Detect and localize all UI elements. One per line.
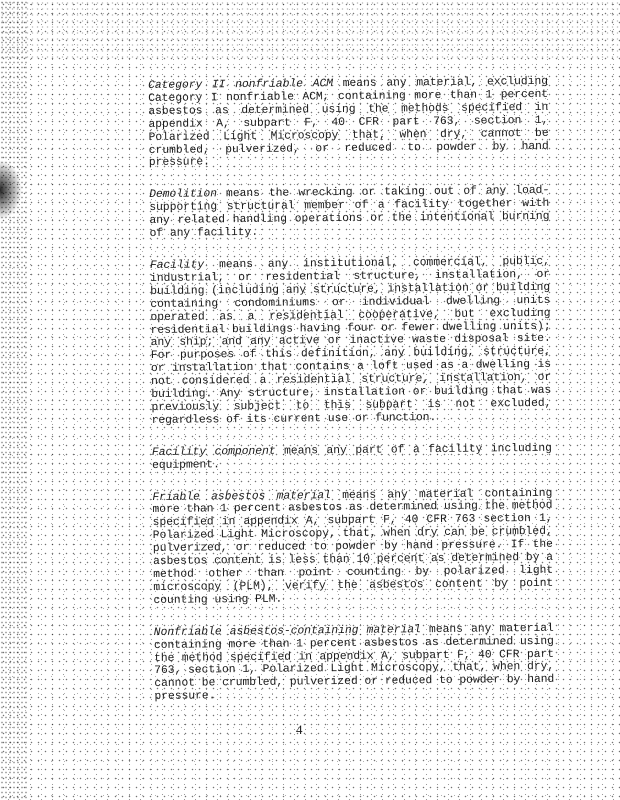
definitions-body xyxy=(148,76,555,723)
definition-text: means the wrecking or taking out of any load-supporting structural member of a facility together with any related handling operations or the intentional burning of any facility. xyxy=(149,185,550,241)
definition-text: means any material, excluding Category I nonfriable ACM, containing more than 1 percent asbestos as determined using the methods specified in appendix A, subpart F, 40 CFR part 763, section 1, Polarized Light Microscopy that, when dry, cannot be crumbled, pulverized, or reduced to powder by hand pressure. xyxy=(148,75,549,170)
definition-paragraph xyxy=(154,623,555,705)
definition-text: means any material containing more than 1 percent asbestos as determined using the method specified in appendix A, subpart F, 40 CFR part 763, section 1, Polarized Light Microscopy, that, when dry, cannot be crumbled, pulverized or reduced to powder by hand pressure. xyxy=(153,622,555,704)
definition-term: Friable asbestos material xyxy=(152,489,331,504)
scan-smudge xyxy=(0,160,22,220)
definition-paragraph xyxy=(150,256,552,428)
page-number: 4 xyxy=(296,722,303,737)
definition-paragraph xyxy=(152,443,552,473)
definition-term: Facility component xyxy=(151,445,276,459)
definition-paragraph xyxy=(149,185,550,241)
definition-text: means any institutional, commercial, public, industrial, or residential structure, installation, or building (including any structure, installation or building containing condominiums or individual dwelling units operated as a residential cooperative, but excluding residential buildings having four or fewer dwelling units); any ship; and any active or inactive waste disposal site. For purposes of this definition, any building, structure, or installation that contains a loft used as a dwelling is not considered a residential structure, installation, or building. Any structure, installation or building that was previously subject to this subpart is not excluded, regardless of its current use or function. xyxy=(150,255,552,427)
definition-text: means any part of a facility including equipment. xyxy=(151,442,552,472)
scan-noise-left xyxy=(0,0,28,800)
definition-paragraph xyxy=(148,76,549,171)
scan-noise-top xyxy=(0,0,620,60)
definition-text: means any material containing more than 1 percent asbestos as determined using the method specified in appendix A, subpart F, 40 CFR 763 section 1, Polarized Light Microscopy, that, when dry can be crumbled, pulverized, or reduced to powder by hand pressure. If the asbestos content is less than 10 percent as determined by a method other than point counting by polarized light microscopy (PLM), verify the asbestos content by point counting using PLM. xyxy=(152,487,554,607)
definition-term: Demolition xyxy=(149,188,218,202)
definition-term: Nonfriable asbestos-containing material xyxy=(153,623,421,639)
definition-term: Facility xyxy=(149,259,205,272)
definition-paragraph xyxy=(152,487,553,607)
definition-term: Category II nonfriable ACM xyxy=(148,78,334,92)
